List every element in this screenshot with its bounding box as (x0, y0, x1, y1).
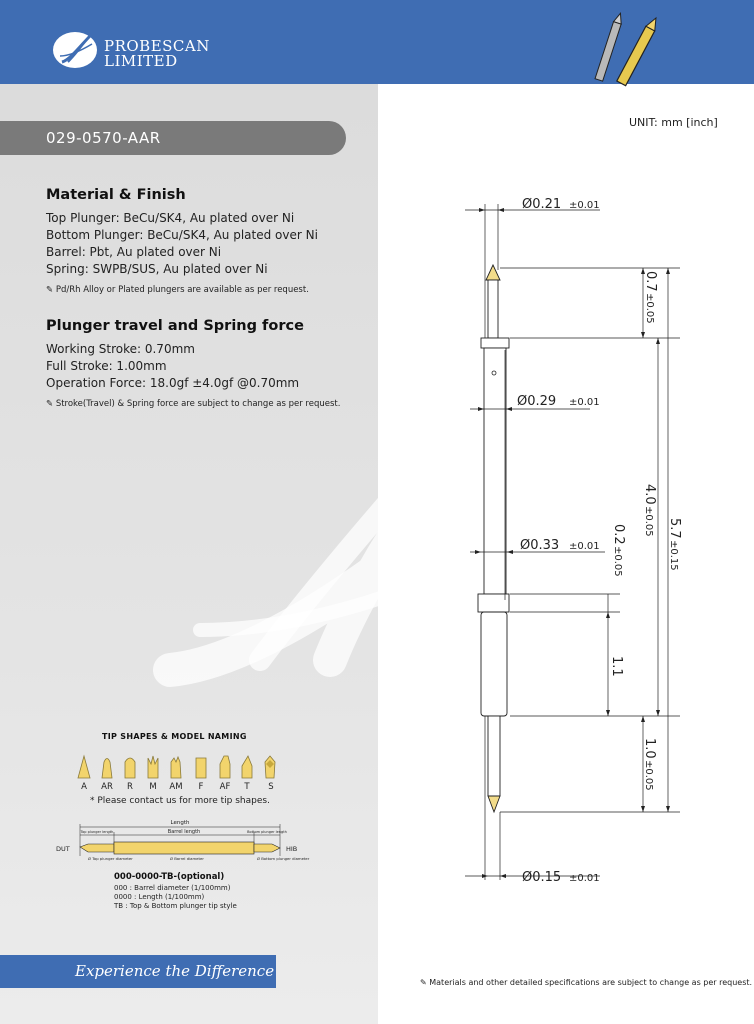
tip-f-icon (196, 758, 206, 778)
material-line-bottom-plunger: Bottom Plunger: BeCu/SK4, Au plated over Ni (46, 228, 318, 242)
len-total-label: 5.7 (667, 518, 682, 539)
part-number: 029-0570-AAR (46, 129, 161, 147)
dia-barrel-lower-label: Ø0.33 (520, 538, 560, 553)
dia-bottom-tol: ±0.01 (569, 873, 600, 884)
brand-line-2: LIMITED (104, 52, 178, 70)
naming-barrel-length: Barrel length (167, 829, 201, 835)
naming-hib: HIB (286, 845, 298, 853)
naming-barrel-diameter: Ø Barrel diameter (170, 856, 204, 861)
model-code-line-tip: TB : Top & Bottom plunger tip style (114, 902, 237, 910)
dia-bottom-label: Ø0.15 (522, 870, 562, 885)
brand-line-1: PROBESCAN (104, 37, 210, 55)
tip-shapes-title: TIP SHAPES & MODEL NAMING (102, 732, 247, 741)
len-step-label: 0.2 (611, 524, 626, 545)
footer-slogan: Experience the Difference (75, 962, 275, 980)
material-note: ✎ Pd/Rh Alloy or Plated plungers are available as per request. (46, 285, 309, 295)
naming-bottom-plunger-diameter: Ø Bottom plunger diameter (257, 856, 310, 861)
full-stroke: Full Stroke: 1.00mm (46, 359, 167, 373)
tip-m-icon (148, 756, 158, 778)
tip-label-t: T (244, 782, 250, 792)
material-title: Material & Finish (46, 187, 186, 203)
travel-title: Plunger travel and Spring force (46, 318, 304, 334)
working-stroke: Working Stroke: 0.70mm (46, 342, 195, 356)
len-barrel-tol: ±0.05 (643, 506, 654, 537)
tip-contact-note: * Please contact us for more tip shapes. (90, 796, 270, 806)
material-line-top-plunger: Top Plunger: BeCu/SK4, Au plated over Ni (46, 211, 295, 225)
len-top-tip-tol: ±0.05 (644, 293, 655, 324)
len-bottom-label: 1.0 (642, 738, 657, 759)
dia-barrel-lower-tol: ±0.01 (569, 541, 600, 552)
len-lower-label: 1.1 (609, 656, 624, 677)
dia-top-label: Ø0.21 (522, 197, 562, 212)
dia-top-tol: ±0.01 (569, 200, 600, 211)
tip-ar-icon (102, 759, 112, 779)
tip-af-icon (220, 756, 230, 778)
tip-r-icon (125, 758, 135, 778)
dia-barrel-upper-tol: ±0.01 (569, 397, 600, 408)
probescan-logo-icon (52, 30, 98, 70)
tip-label-a: A (81, 782, 87, 792)
tip-label-m: M (149, 782, 157, 792)
unit-label: UNIT: mm [inch] (629, 116, 718, 129)
len-step-tol: ±0.05 (612, 546, 623, 577)
material-line-spring: Spring: SWPB/SUS, Au plated over Ni (46, 262, 268, 276)
model-naming-diagram (54, 816, 310, 872)
len-top-tip-label: 0.7 (643, 271, 658, 292)
model-code-line-length: 0000 : Length (1/100mm) (114, 893, 205, 901)
tip-am-icon (171, 757, 181, 778)
tip-label-f: F (198, 782, 204, 792)
naming-top-plunger-length: Top plunger length (80, 830, 114, 834)
dia-barrel-upper-label: Ø0.29 (517, 394, 557, 409)
footer-note: ✎ Materials and other detailed specifications are subject to change as per request. (420, 978, 753, 987)
len-barrel-label: 4.0 (642, 484, 657, 505)
tip-t-icon (242, 756, 252, 778)
naming-bottom-plunger-length: Bottom plunger length (247, 830, 287, 834)
model-code-title: 000-0000-TB-(optional) (114, 872, 225, 882)
naming-top-plunger-diameter: Ø Top plunger diameter (88, 856, 133, 861)
naming-length: Length (170, 820, 190, 826)
tip-label-am: AM (169, 782, 183, 792)
tip-a-icon (78, 756, 90, 778)
probe-pins-graphic (580, 12, 670, 84)
tip-label-ar: AR (101, 782, 113, 792)
model-code-line-barrel: 000 : Barrel diameter (1/100mm) (114, 884, 231, 892)
probe-technical-drawing (440, 180, 740, 900)
header-bar (0, 0, 754, 84)
tip-label-af: AF (219, 782, 231, 792)
tip-label-s: S (268, 782, 274, 792)
operation-force: Operation Force: 18.0gf ±4.0gf @0.70mm (46, 376, 300, 390)
tip-label-r: R (127, 782, 133, 792)
len-bottom-tol: ±0.05 (643, 760, 654, 791)
naming-dut: DUT (56, 845, 70, 853)
travel-note: ✎ Stroke(Travel) & Spring force are subject to change as per request. (46, 399, 341, 409)
brand-name (104, 39, 210, 69)
material-line-barrel: Barrel: Pbt, Au plated over Ni (46, 245, 222, 259)
len-total-tol: ±0.15 (668, 540, 679, 571)
